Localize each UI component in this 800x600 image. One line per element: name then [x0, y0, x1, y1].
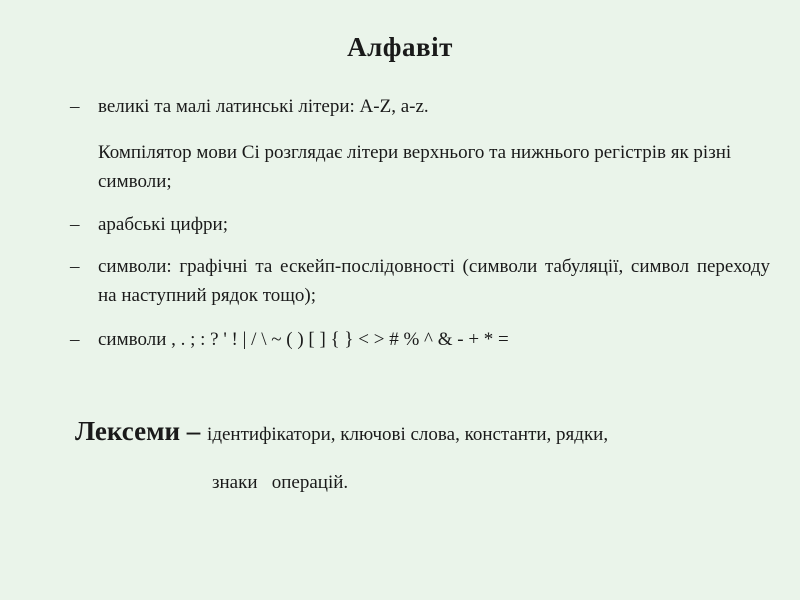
lexemes-continuation: знаки операцій.: [212, 472, 349, 493]
bullet-dash: –: [70, 329, 80, 350]
bullet-dash: –: [70, 214, 80, 235]
compiler-note: Компілятор мови Сі розглядає літери верхнього та нижнього регістрів як різні символи;: [98, 142, 732, 192]
lexemes-line: [75, 416, 775, 450]
bullet-text: арабські цифри;: [98, 214, 228, 235]
lexemes-heading: Лексеми –: [75, 416, 208, 446]
lexemes-list: ідентифікатори, ключові слова, константи, рядки,: [207, 424, 609, 445]
bullet-text: символи , . ; : ? ' ! | / \ ~ ( ) [ ] { } < > # % ^ & - + * =: [98, 329, 509, 350]
bullet-dash: –: [70, 96, 80, 117]
slide-title: Алфавіт: [347, 32, 453, 62]
bullet-text: великі та малі латинські літери: A-Z, a-z.: [98, 96, 429, 117]
bullet-text: символи: графічні та ескейп-послідовності (символи табуляції, символ переходу на наступний рядок тощо);: [98, 256, 770, 306]
bullet-dash: –: [70, 256, 80, 277]
